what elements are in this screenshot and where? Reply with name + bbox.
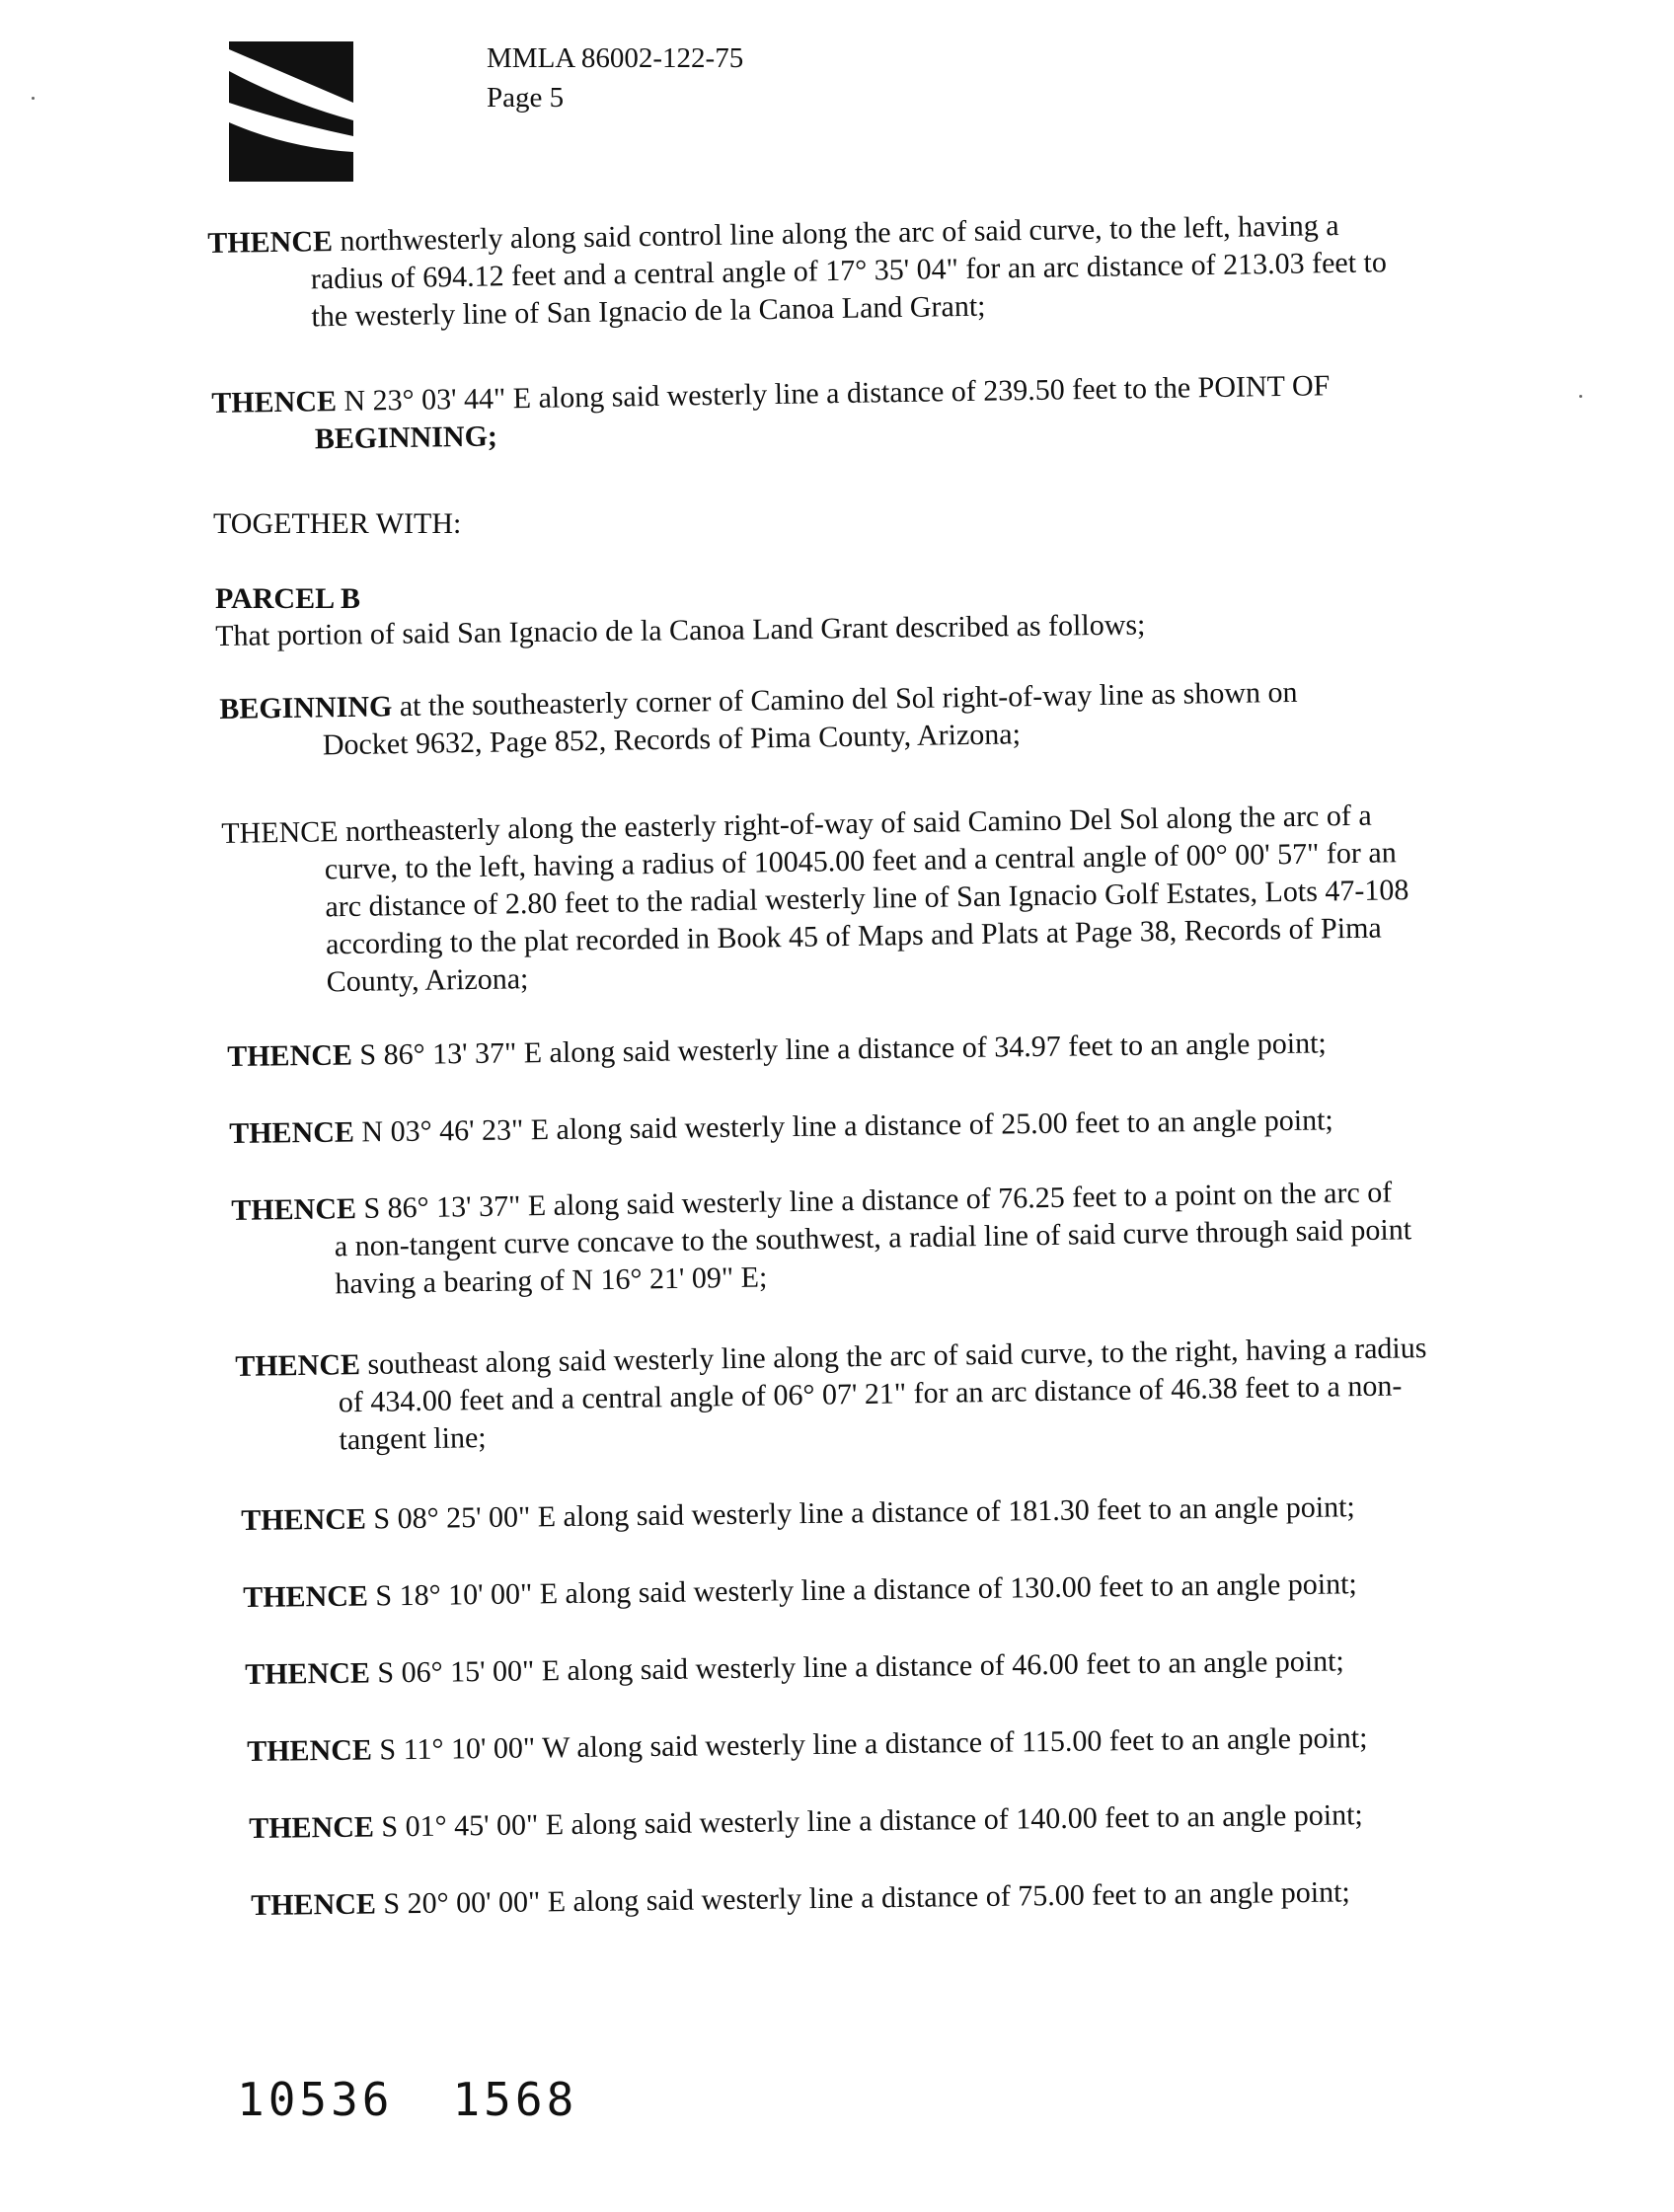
together-with-label: TOGETHER WITH:	[213, 507, 462, 540]
paragraph-course-7: THENCE southeast along said westerly line along the arc of said curve, to the right, having a radius of 434.00 feet and a central angle of 06° 07' 21" for an arc distance of 46.38 feet to a non- tangent line;	[235, 1332, 1427, 1457]
paragraph-beginning: BEGINNING at the southeasterly corner of Camino del Sol right-of-way line as shown on Docket 9632, Page 852, Records of Pima County, Arizona;	[219, 675, 1298, 762]
paragraph-course-6: THENCE S 86° 13' 37" E along said westerly line a distance of 76.25 feet to a point on the arc of a non-tangent curve concave to the southwest, a radial line of said curve through said point having a bearing of N 16° 21' 09" E;	[231, 1176, 1412, 1301]
paragraph-course-3: THENCE northeasterly along the easterly right-of-way of said Camino Del Sol along the arc of a curve, to the left, having a radius of 10045.00 feet and a central angle of 00° 00' 57" for an arc distance of 2.80 feet to the radial westerly line of San Ignacio Golf Estates, Lots 47-108 according to the plat recorded in Book 45 of Maps and Plats at Page 38, Records of Pima County, Arizona;	[221, 799, 1409, 999]
paragraph-course-9: THENCE S 18° 10' 00" E along said westerly line a distance of 130.00 feet to an angle point;	[243, 1567, 1357, 1614]
recording-stamp	[237, 2073, 637, 2126]
page-number: 1568	[452, 2073, 578, 2126]
parcel-description: That portion of said San Ignacio de la Canoa Land Grant described as follows;	[215, 608, 1146, 652]
scan-speck	[1579, 395, 1582, 398]
paragraph-course-10: THENCE S 06° 15' 00" E along said westerly line a distance of 46.00 feet to an angle point;	[245, 1644, 1344, 1691]
paragraph-course-4: THENCE S 86° 13' 37" E along said westerly line a distance of 34.97 feet to an angle point;	[227, 1027, 1327, 1073]
scan-speck	[32, 97, 35, 100]
page-label: Page 5	[487, 82, 565, 114]
paragraph-course-5: THENCE N 03° 46' 23" E along said westerly line a distance of 25.00 feet to an angle point;	[229, 1104, 1333, 1150]
paragraph-course-2: THENCE N 23° 03' 44" E along said westerly line a distance of 239.50 feet to the POINT OF BEGINNING;	[211, 369, 1331, 456]
paragraph-course-11: THENCE S 11° 10' 00" W along said westerly line a distance of 115.00 feet to an angle point;	[247, 1721, 1368, 1768]
company-logo-icon	[229, 41, 353, 182]
paragraph-course-13: THENCE S 20° 00' 00" E along said westerly line a distance of 75.00 feet to an angle point;	[251, 1875, 1350, 1922]
paragraph-course-12: THENCE S 01° 45' 00" E along said westerly line a distance of 140.00 feet to an angle point;	[249, 1798, 1363, 1845]
paragraph-course-8: THENCE S 08° 25' 00" E along said westerly line a distance of 181.30 feet to an angle point;	[241, 1490, 1355, 1537]
document-id: MMLA 86002-122-75	[487, 42, 744, 74]
paragraph-course-1: THENCE northwesterly along said control line along the arc of said curve, to the left, having a radius of 694.12 feet and a central angle of 17° 35' 04" for an arc distance of 213.03 feet to the westerly line of San Ignacio de la Canoa Land Grant;	[207, 208, 1388, 334]
docket-number: 10536	[237, 2073, 394, 2126]
parcel-heading: PARCEL B	[215, 582, 360, 615]
